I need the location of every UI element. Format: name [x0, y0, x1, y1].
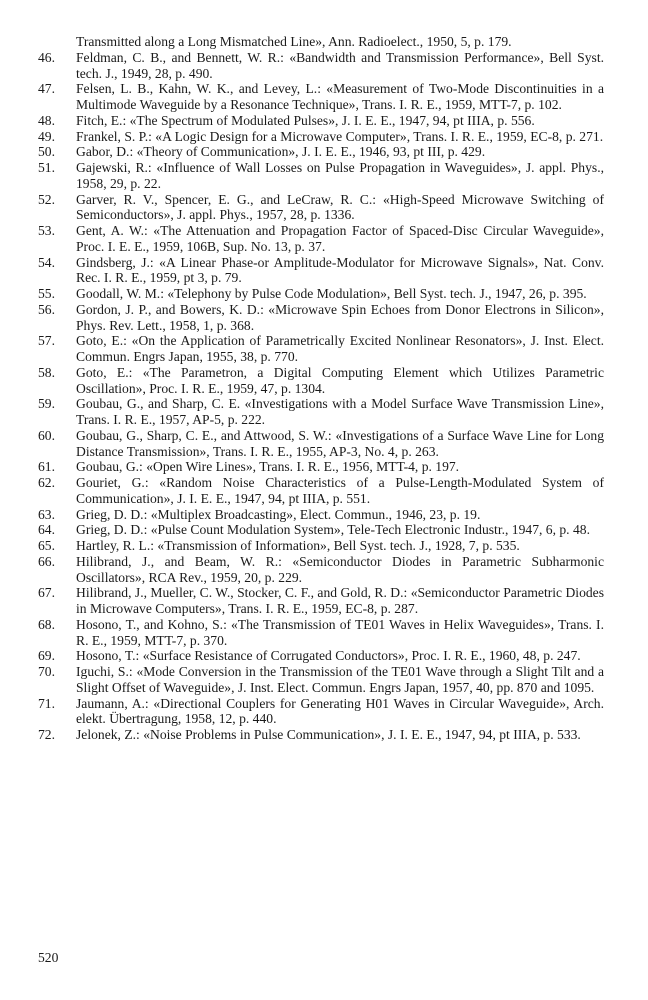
reference-item — [38, 255, 604, 287]
reference-item — [38, 428, 604, 460]
reference-number: 68. — [38, 616, 55, 632]
reference-number: 61. — [38, 459, 55, 475]
reference-number: 47. — [38, 81, 55, 97]
reference-number: 67. — [38, 585, 55, 601]
reference-item — [38, 50, 604, 82]
reference-item — [38, 365, 604, 397]
reference-number: 55. — [38, 286, 55, 301]
reference-text: Hartley, R. L.: «Transmission of Information», Bell Syst. tech. J., 1928, 7, p. 535. — [76, 538, 520, 553]
reference-number: 70. — [38, 664, 55, 679]
reference-number: 54. — [38, 254, 55, 270]
reference-text: Grieg, D. D.: «Pulse Count Modulation System», Tele-Tech Electronic Industr., 1947, 6, p. 48. — [76, 522, 590, 538]
reference-number: 63. — [38, 506, 55, 522]
reference-text: Goubau, G., and Sharp, C. E. «Investigations with a Model Surface Wave Transmission Line», Trans. I. R. E., 1957, AP-5, p. 222. — [76, 396, 604, 427]
reference-text: Goodall, W. M.: «Telephony by Pulse Code Modulation», Bell Syst. tech. J., 1947, 26, p. 395. — [76, 286, 587, 301]
reference-number: 58. — [38, 364, 55, 380]
reference-number: 57. — [38, 333, 55, 349]
reference-number: 71. — [38, 695, 55, 711]
reference-number: 62. — [38, 475, 55, 490]
reference-text: Frankel, S. P.: «A Logic Design for a Microwave Computer», Trans. I. R. E., 1959, EC-8, p. 271. — [76, 128, 604, 144]
reference-number: 52. — [38, 191, 55, 207]
reference-item — [38, 522, 604, 538]
reference-number: 51. — [38, 160, 55, 175]
reference-item — [38, 727, 604, 743]
reference-text: Goubau, G.: «Open Wire Lines», Trans. I. R. E., 1956, MTT-4, p. 197. — [76, 459, 460, 475]
reference-number: 50. — [38, 144, 55, 160]
reference-text: Feldman, C. B., and Bennett, W. R.: «Bandwidth and Transmission Performance», Bell Syst. tech. J., 1949, 28, p. 490. — [76, 49, 604, 81]
reference-items — [38, 50, 604, 743]
reference-number: 53. — [38, 223, 55, 238]
reference-item — [38, 333, 604, 365]
reference-item — [38, 81, 604, 113]
reference-text: Fitch, E.: «The Spectrum of Modulated Pulses», J. I. E. E., 1947, 94, pt IIIA, p. 556. — [76, 112, 535, 128]
reference-number: 69. — [38, 648, 55, 664]
reference-text: Jelonek, Z.: «Noise Problems in Pulse Communication», J. I. E. E., 1947, 94, pt IIIA, p. 533. — [76, 727, 581, 742]
reference-continuation: Transmitted along a Long Mismatched Line», Ann. Radioelect., 1950, 5, p. 179. — [76, 34, 512, 49]
reference-text: Goubau, G., Sharp, C. E., and Attwood, S. W.: «Investigations of a Surface Wave Line for Long Distance Transmission», Trans. I. R. E., 1955, AP-3, No. 4, p. 263. — [76, 427, 604, 459]
reference-text: Gindsberg, J.: «A Linear Phase-or Amplitude-Modulator for Microwave Signals», Nat. Conv. Rec. I. R. E., 1959, pt 3, p. 79. — [76, 254, 604, 286]
reference-number: 56. — [38, 301, 55, 317]
reference-item — [38, 459, 604, 475]
reference-item — [38, 302, 604, 334]
reference-text: Hilibrand, J., and Beam, W. R.: «Semiconductor Diodes in Parametric Subharmonic Oscillators», RCA Rev., 1959, 20, p. 229. — [76, 553, 604, 585]
reference-text: Gent, A. W.: «The Attenuation and Propagation Factor of Spaced-Disc Circular Waveguide», Proc. I. E. E., 1959, 106B, Sup. No. 13, p. 37. — [76, 223, 604, 254]
reference-number: 64. — [38, 522, 55, 538]
reference-item — [38, 554, 604, 586]
reference-item — [38, 617, 604, 649]
page-number: 520 — [38, 950, 59, 965]
reference-item — [38, 286, 604, 302]
reference-text: Hosono, T.: «Surface Resistance of Corrugated Conductors», Proc. I. R. E., 1960, 48, p. 247. — [76, 648, 581, 664]
reference-item — [38, 160, 604, 192]
reference-item — [38, 129, 604, 145]
reference-item — [38, 538, 604, 554]
reference-number: 60. — [38, 427, 55, 443]
reference-number: 48. — [38, 112, 55, 128]
reference-text: Gouriet, G.: «Random Noise Characteristics of a Pulse-Length-Modulated System of Communication», J. I. E. E., 1947, 94, pt IIIA, p. 551. — [76, 475, 604, 506]
reference-item — [38, 507, 604, 523]
reference-text: Hilibrand, J., Mueller, C. W., Stocker, C. F., and Gold, R. D.: «Semiconductor Parametric Diodes in Microwave Computers», Trans. I. R. E., 1959, EC-8, p. 287. — [76, 585, 604, 616]
reference-text: Felsen, L. B., Kahn, W. K., and Levey, L.: «Measurement of Two-Mode Discontinuities in a Multimode Waveguide by a Resonance Technique», Trans. I. R. E., 1959, MTT-7, p. 102. — [76, 81, 604, 112]
reference-item — [38, 113, 604, 129]
reference-item — [38, 648, 604, 664]
reference-item — [38, 144, 604, 160]
reference-text: Gabor, D.: «Theory of Communication», J. I. E. E., 1946, 93, pt III, p. 429. — [76, 144, 486, 160]
reference-text: Gajewski, R.: «Influence of Wall Losses on Pulse Propagation in Waveguides», J. appl. Phys., 1958, 29, p. 22. — [76, 160, 604, 191]
reference-item — [38, 475, 604, 507]
reference-list — [38, 34, 604, 743]
reference-number: 46. — [38, 49, 55, 65]
reference-number: 59. — [38, 396, 55, 412]
reference-text: Gordon, J. P., and Bowers, K. D.: «Microwave Spin Echoes from Donor Electrons in Silicon», Phys. Rev. Lett., 1958, 1, p. 368. — [76, 301, 604, 333]
reference-text: Jaumann, A.: «Directional Couplers for Generating H01 Waves in Circular Waveguide», Arch. elekt. Übertragung, 1958, 12, p. 440. — [76, 695, 604, 727]
reference-number: 72. — [38, 727, 55, 742]
reference-text: Iguchi, S.: «Mode Conversion in the Transmission of the TE01 Wave through a Slight Tilt and a Slight Offset of Waveguide», J. Inst. Elect. Commun. Engrs Japan, 1957, 40, pp. 870 and 1095. — [76, 664, 604, 695]
reference-item — [38, 585, 604, 617]
reference-item — [38, 696, 604, 728]
reference-text: Goto, E.: «The Parametron, a Digital Computing Element which Utilizes Parametric Oscillation», Proc. I. R. E., 1959, 47, p. 1304. — [76, 364, 604, 396]
reference-item — [38, 192, 604, 224]
reference-number: 65. — [38, 538, 55, 553]
reference-number: 66. — [38, 553, 55, 569]
reference-text: Garver, R. V., Spencer, E. G., and LeCraw, R. C.: «High-Speed Microwave Switching of Semiconductors», J. appl. Phys., 1957, 28, p. 1336. — [76, 191, 604, 223]
reference-text: Hosono, T., and Kohno, S.: «The Transmission of TE01 Waves in Helix Waveguides», Trans. I. R. E., 1959, MTT-7, p. 370. — [76, 616, 604, 648]
reference-item — [38, 223, 604, 255]
reference-item — [38, 396, 604, 428]
reference-number: 49. — [38, 128, 55, 144]
reference-text: Goto, E.: «On the Application of Parametrically Excited Nonlinear Resonators», J. Inst. Elect. Commun. Engrs Japan, 1955, 38, p. 770. — [76, 333, 604, 364]
reference-item — [38, 664, 604, 696]
reference-text: Grieg, D. D.: «Multiplex Broadcasting», Elect. Commun., 1946, 23, p. 19. — [76, 506, 481, 522]
